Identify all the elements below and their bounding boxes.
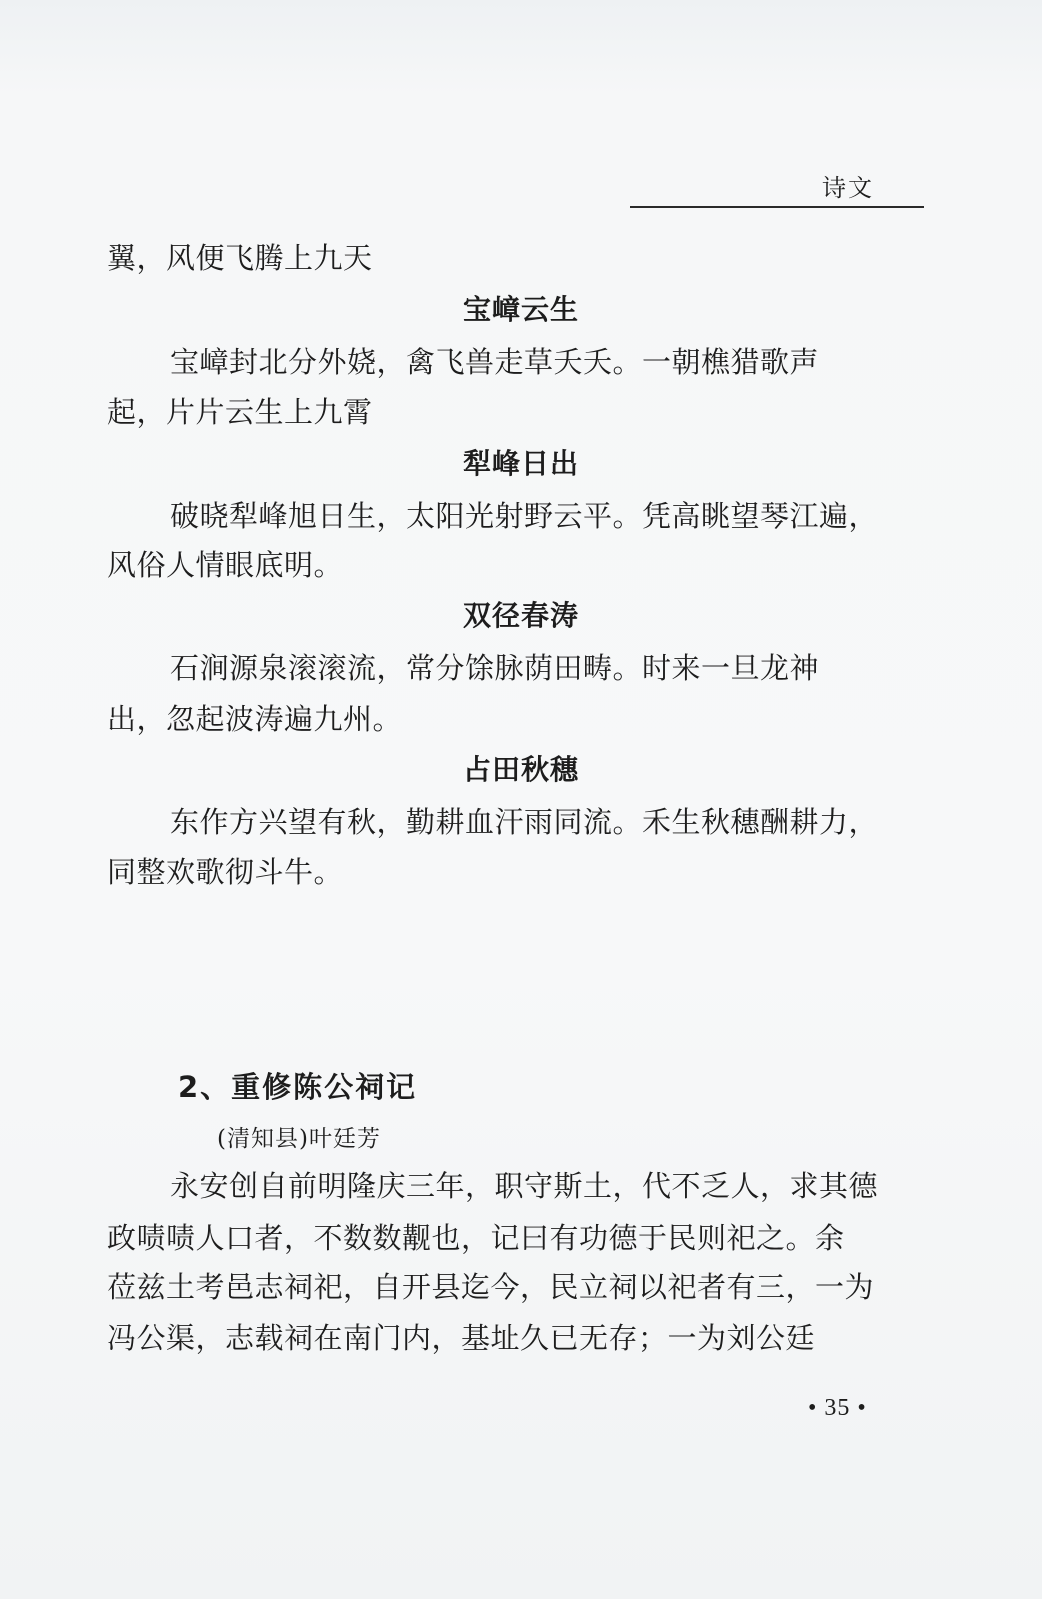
article-line: 政啧啧人口者，不数数觏也，记曰有功德于民则祀之。余 [107,1221,845,1255]
poem-title: 占田秋穗 [462,753,579,786]
poem-line: 同整欢歌彻斗牛。 [107,855,344,889]
poem-continuation-line: 翼，风便飞腾上九天 [107,241,373,275]
poem-line: 破晓犁峰旭日生，太阳光射野云平。凭高眺望琴江遍， [170,499,879,533]
poem-title: 宝嶂云生 [462,293,579,326]
poem-line: 石涧源泉滚滚流，常分馀脉荫田畴。时来一旦龙神 [170,651,820,685]
poem-line: 东作方兴望有秋，勤耕血汗雨同流。禾生秋穗酬耕力， [170,805,879,839]
running-header-title: 诗文 [822,174,874,202]
page-number: • 35 • [808,1395,867,1421]
article-line: 永安创自前明隆庆三年，职守斯土，代不乏人，求其德 [170,1169,879,1203]
poem-title: 犁峰日出 [462,447,579,480]
article-line: 冯公渠，志载祠在南门内，基址久已无存；一为刘公廷 [107,1321,816,1355]
article-author: (清知县)叶廷芳 [217,1126,381,1152]
poem-line: 起，片片云生上九霄 [107,395,373,429]
poem-line: 风俗人情眼底明。 [107,548,344,582]
poem-title: 双径春涛 [462,599,579,632]
poem-line: 出，忽起波涛遍九州。 [107,702,403,736]
article-title: 2、重修陈公祠记 [178,1070,418,1104]
header-rule [630,206,924,208]
article-line: 莅兹土考邑志祠祀，自开县迄今，民立祠以祀者有三，一为 [107,1270,875,1304]
poem-line: 宝嶂封北分外娆，禽飞兽走草夭夭。一朝樵猎歌声 [170,345,820,379]
